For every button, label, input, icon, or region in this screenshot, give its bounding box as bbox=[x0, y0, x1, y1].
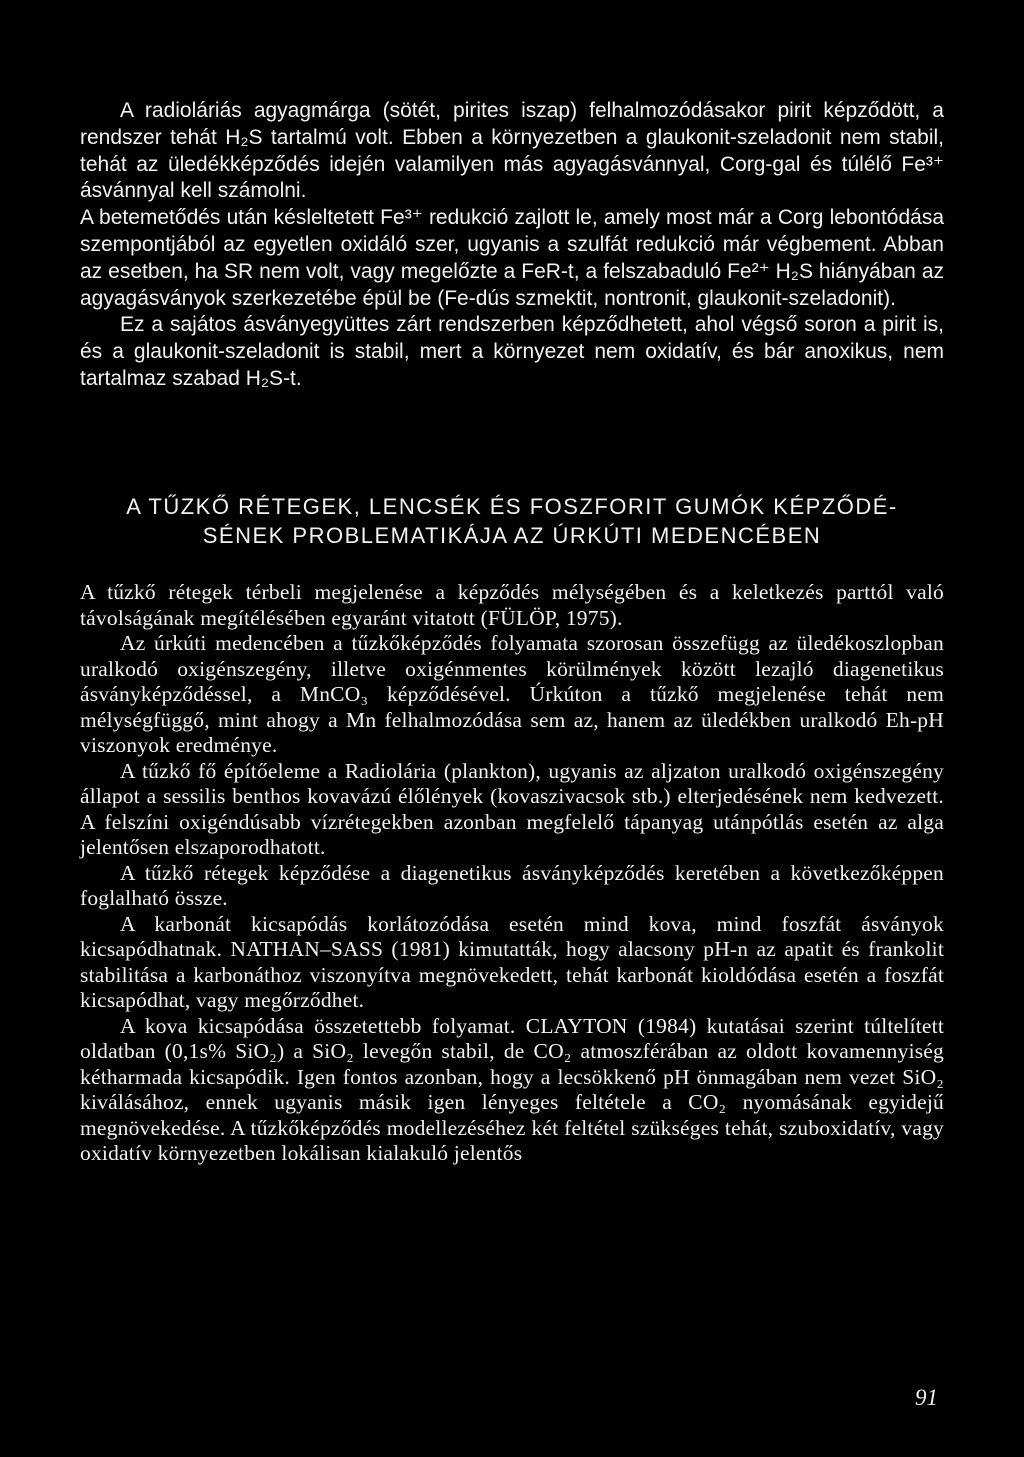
heading-line-1: A TŰZKŐ RÉTEGEK, LENCSÉK ÉS FOSZFORIT GUMÓK KÉPZŐDÉ- bbox=[126, 494, 898, 519]
paragraph: A tűzkő fő építőeleme a Radiolária (plankton), ugyanis az aljzaton uralkodó oxigénszegény állapot a sessilis benthos kovavázú élőlények (kovaszivacsok stb.) elterjedésének nem kedvezett. A felszíni oxigéndúsabb vízrétegekben azonban megfelelő tápanyag utánpótlás esetén az alga jelentősen elszaporodhatott. bbox=[80, 758, 944, 859]
paragraph: A tűzkő rétegek képződése a diagenetikus ásványképződés keretében a következőképpen foglalható össze. bbox=[80, 860, 944, 910]
paragraph: A karbonát kicsapódás korlátozódása esetén mind kova, mind foszfát ásványok kicsapódhatnak. NATHAN–SASS (1981) kimutatták, hogy alacsony pH-n az apatit és frankolit stabilitása a karbonáthoz viszonyítva megnövekedett, tehát karbonát kioldódása esetén a foszfát kicsapódhat, vagy megőrződhet. bbox=[80, 911, 944, 1012]
paragraph: A betemetődés után késleltetett Fe³⁺ redukció zajlott le, amely most már a Corg lebontódása szempontjából az egyetlen oxidáló szer, ugyanis a szulfát redukció már végbement. Abban az esetben, ha SR nem volt, vagy megelőzte a FeR-t, a felszabaduló Fe²⁺ H₂S hiányában az agyagásványok szerkezetébe épül be (Fe-dús szmektit, nontronit, glaukonit-szeladonit). bbox=[80, 206, 944, 310]
paragraph: Az úrkúti medencében a tűzkőképződés folyamata szorosan összefügg az üledékoszlopban uralkodó oxigénszegény, illetve oxigénmentes körülmények között lezajló diagenetikus ásványképződéssel, a MnCO₃ képződésével. Úrkúton a tűzkő megjelenése tehát nem mélységfüggő, mint ahogy a Mn felhalmozódása sem az, hanem az üledékben uralkodó Eh-pH viszonyok eredménye. bbox=[80, 631, 944, 757]
paragraph: A radioláriás agyagmárga (sötét, pirites iszap) felhalmozódásakor pirit képződött, a rendszer tehát H₂S tartalmú volt. Ebben a környezetben a glaukonit-szeladonit nem stabil, tehát az üledékképződés idején valamilyen más agyagásvánnyal, Corg-gal és túlélő Fe³⁺ ásvánnyal kell számolni. bbox=[80, 99, 944, 203]
heading-line-2: SÉNEK PROBLEMATIKÁJA AZ ÚRKÚTI MEDENCÉBEN bbox=[202, 523, 822, 548]
page-number: 91 bbox=[915, 1385, 938, 1410]
section-diagenesis-text bbox=[80, 98, 944, 393]
paragraph: Ez a sajátos ásványegyüttes zárt rendszerben képződhetett, ahol végső soron a pirit is, és a glaukonit-szeladonit is stabil, mert a környezet nem oxidatív, és bár anoxikus, nem tartalmaz szabad H₂S-t. bbox=[80, 313, 944, 390]
paragraph: A tűzkő rétegek térbeli megjelenése a képződés mélységében és a keletkezés parttól való távolságának megítélésében egyaránt vitatott (FÜLÖP, 1975). bbox=[80, 580, 944, 630]
section-chert-text bbox=[80, 580, 944, 1167]
section-heading bbox=[60, 492, 964, 550]
paragraph: A kova kicsapódása összetettebb folyamat. CLAYTON (1984) kutatásai szerint túltelített oldatban (0,1s% SiO₂) a SiO₂ levegőn stabil, de CO₂ atmoszférában az oldott kovamennyiség kétharmada kicsapódik. Igen fontos azonban, hogy a lecsökkenő pH önmagában nem vezet SiO₂ kiválásához, ennek ugyanis másik igen lényeges feltétele a CO₂ nyomásának egyidejű megnövekedése. A tűzkőképződés modellezéséhez két feltétel szükséges tehát, szuboxidatív, vagy oxidatív környezetben lokálisan kialakuló jelentős bbox=[80, 1013, 944, 1165]
